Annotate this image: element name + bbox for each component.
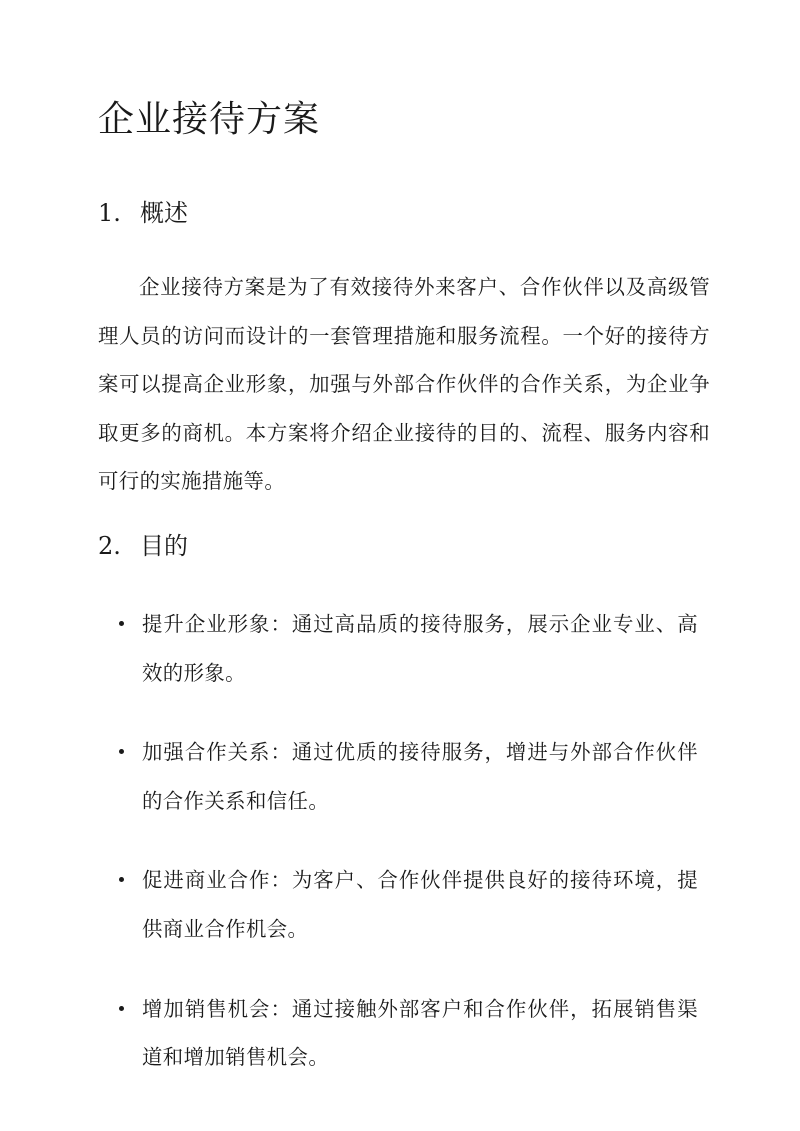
list-item-text: 促进商业合作：为客户、合作伙伴提供良好的接待环境，提供商业合作机会。 [142, 868, 698, 941]
list-item-text: 增加销售机会：通过接触外部客户和合作伙伴，拓展销售渠道和增加销售机会。 [142, 996, 698, 1070]
list-item [0, 856, 800, 953]
list-item [0, 728, 800, 825]
section-title: 概述 [140, 199, 188, 227]
section-heading-purpose [98, 530, 188, 562]
list-item [0, 985, 800, 1082]
purpose-list [0, 600, 800, 1113]
bullet-icon [119, 621, 124, 626]
section-title: 目的 [140, 532, 188, 560]
bullet-icon [119, 877, 124, 882]
document-title: 企业接待方案 [98, 99, 321, 140]
bullet-icon [119, 749, 124, 754]
list-item [0, 600, 800, 697]
section-heading-overview [98, 197, 188, 229]
list-item-text: 提升企业形象：通过高品质的接待服务，展示企业专业、高效的形象。 [142, 612, 698, 685]
bullet-icon [119, 1006, 124, 1011]
section-number: 1. [98, 199, 121, 227]
overview-paragraph: 企业接待方案是为了有效接待外来客户、合作伙伴以及高级管理人员的访问而设计的一套管理措施和服务流程。一个好的接待方案可以提高企业形象，加强与外部合作伙伴的合作关系，为企业争取更多的商机。本方案将介绍企业接待的目的、流程、服务内容和可行的实施措施等。 [98, 275, 710, 494]
section-number: 2. [98, 532, 121, 560]
list-item-text: 加强合作关系：通过优质的接待服务，增进与外部合作伙伴的合作关系和信任。 [142, 740, 698, 813]
